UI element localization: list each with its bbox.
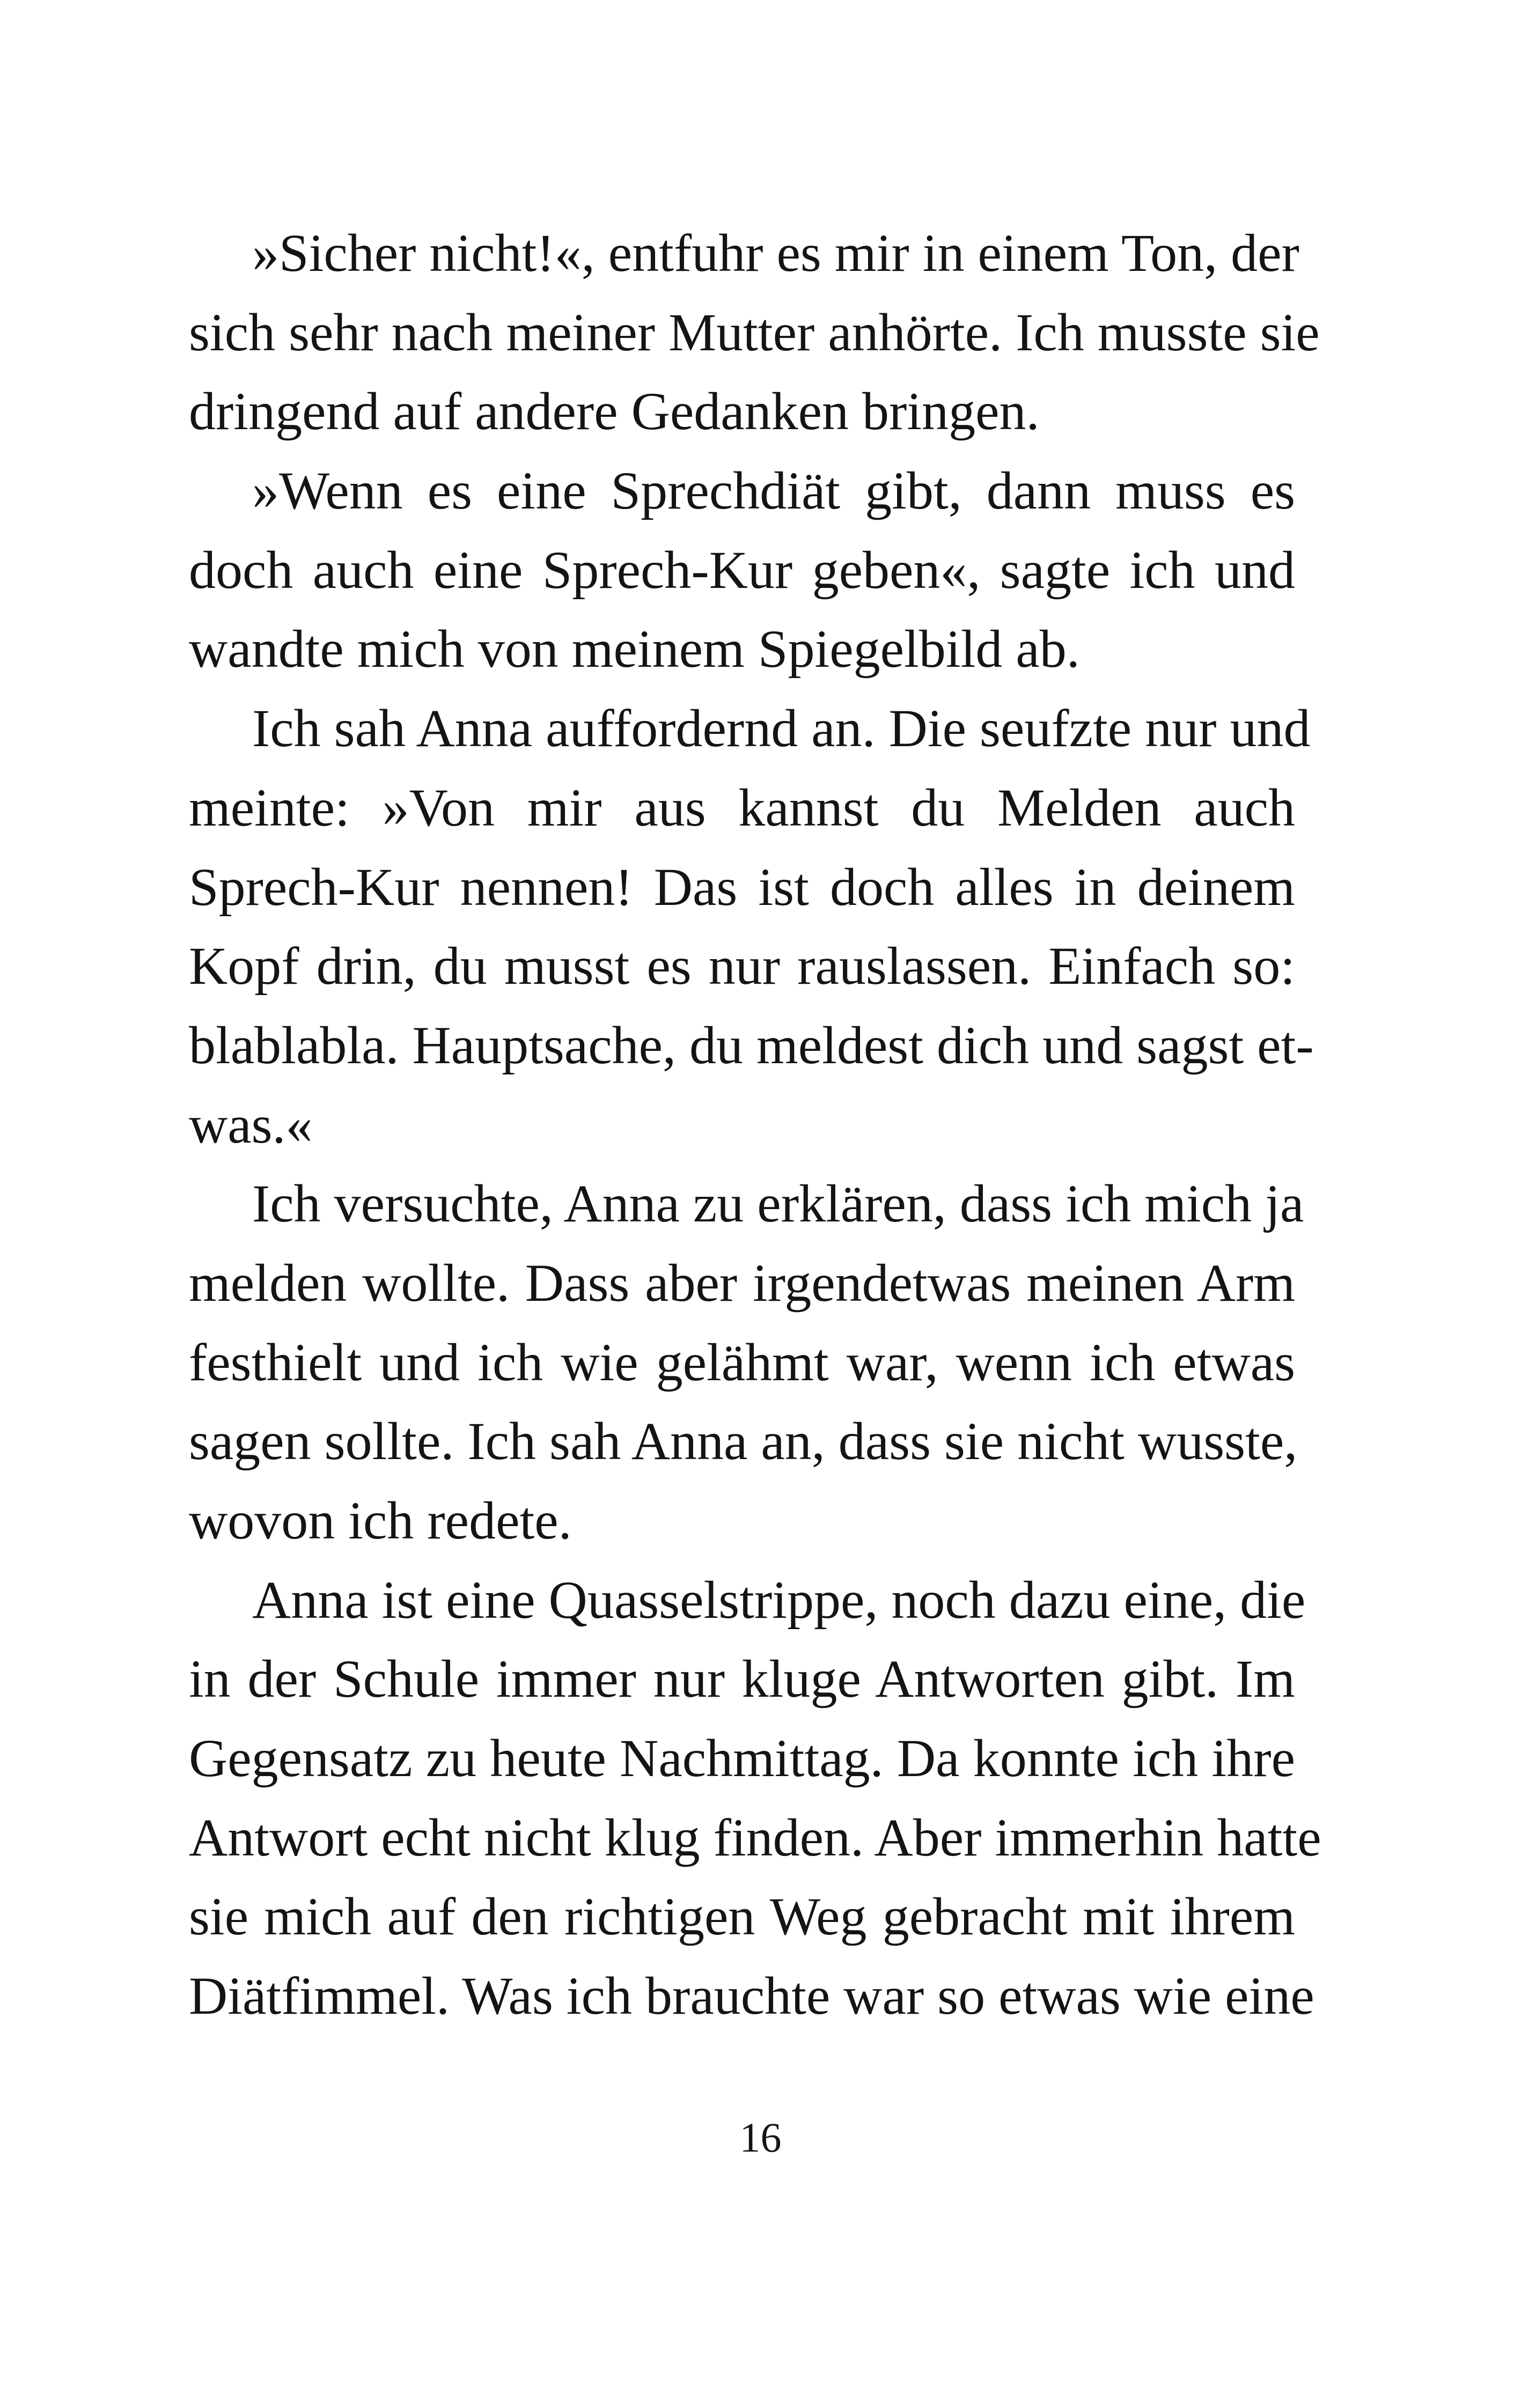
text-line: dringend auf andere Gedanken bringen. xyxy=(189,381,1040,441)
text-line: sagen sollte. Ich sah Anna an, dass sie nicht wusste, xyxy=(189,1411,1298,1471)
text-line: doch auch eine Sprech-Kur geben«, sagte ich und xyxy=(189,540,1295,600)
paragraph xyxy=(189,689,1314,1164)
text-line: melden wollte. Dass aber irgendetwas meinen Arm xyxy=(189,1253,1295,1313)
text-line: Ich versuchte, Anna zu erklären, dass ich mich ja xyxy=(252,1174,1304,1234)
text-line: was.« xyxy=(189,1094,313,1154)
text-line: in der Schule immer nur kluge Antworten gibt. Im xyxy=(189,1649,1295,1709)
page-number: 16 xyxy=(739,2114,782,2161)
text-line: Gegensatz zu heute Nachmittag. Da konnte ich ihre xyxy=(189,1728,1295,1788)
text-line: sie mich auf den richtigen Weg gebracht mit ihrem xyxy=(189,1887,1295,1947)
text-line: Diätfimmel. Was ich brauchte war so etwas wie eine xyxy=(189,1966,1314,2026)
body-text xyxy=(189,213,1321,2036)
text-line: wandte mich von meinem Spiegelbild ab. xyxy=(189,619,1080,679)
text-line: Sprech-Kur nennen! Das ist doch alles in deinem xyxy=(189,857,1295,917)
text-line: festhielt und ich wie gelähmt war, wenn ich etwas xyxy=(189,1332,1295,1392)
text-line: »Sicher nicht!«, entfuhr es mir in einem Ton, der xyxy=(252,223,1299,283)
text-line: wovon ich redete. xyxy=(189,1491,572,1550)
paragraph xyxy=(189,451,1295,689)
text-line: sich sehr nach meiner Mutter anhörte. Ich musste sie xyxy=(189,302,1320,362)
text-line: Antwort echt nicht klug finden. Aber immerhin hatte xyxy=(189,1807,1321,1867)
text-line: Ich sah Anna auffordernd an. Die seufzte nur und xyxy=(252,698,1311,759)
text-line: meinte: »Von mir aus kannst du Melden auch xyxy=(189,777,1295,837)
text-line: Anna ist eine Quasselstrippe, noch dazu eine, die xyxy=(252,1570,1306,1630)
text-line: blablabla. Hauptsache, du meldest dich und sagst et- xyxy=(189,1015,1314,1075)
paragraph xyxy=(189,1164,1304,1560)
paragraph xyxy=(189,1560,1321,2036)
paragraph xyxy=(189,213,1320,451)
text-line: Kopf drin, du musst es nur rauslassen. Einfach so: xyxy=(189,936,1295,996)
text-line: »Wenn es eine Sprechdiät gibt, dann muss es xyxy=(252,461,1295,521)
